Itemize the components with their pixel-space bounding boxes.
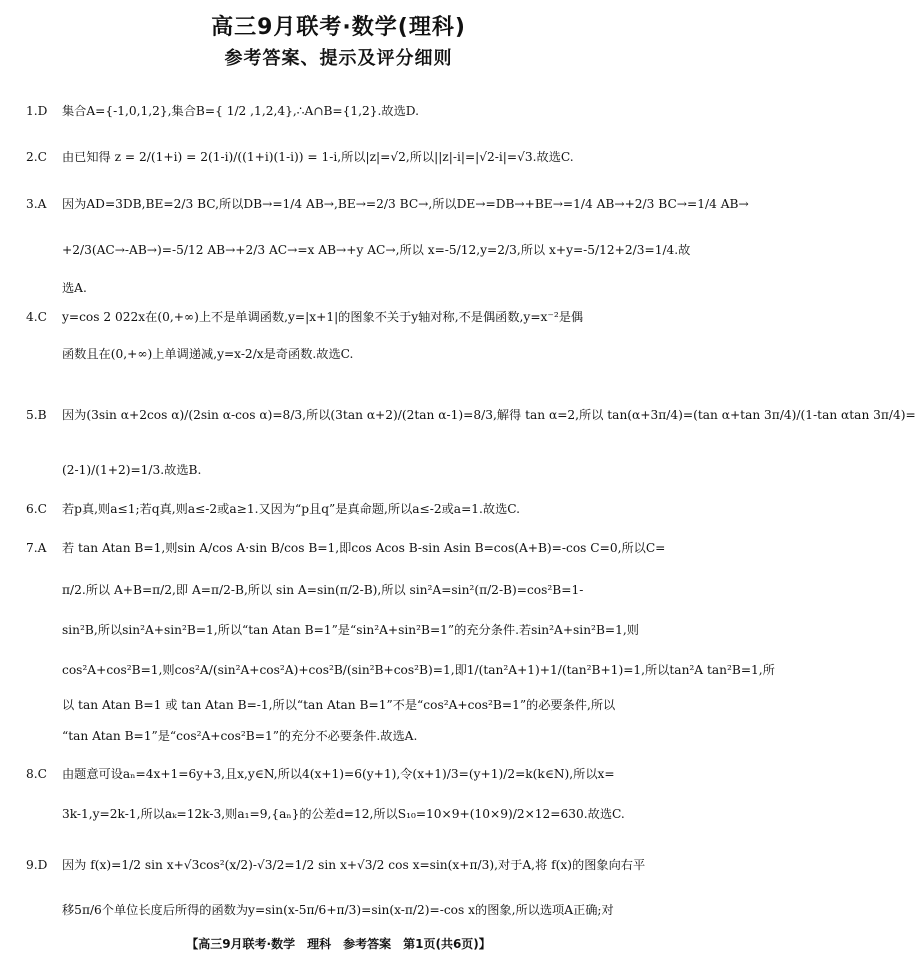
answer-line: 选A. [62, 281, 87, 295]
answer-line: sin²B,所以sin²A+sin²B=1,所以“tan Atan B=1”是“sin²A+sin²B=1”的充分条件.若sin²A+sin²B=1,则 [62, 623, 639, 637]
answer-line: 2.C 由已知得 z = 2/(1+i) = 2(1-i)/((1+i)(1-i)) = 1-i,所以|z|=√2,所以||z|-i|=|√2-i|=√3.故选C. [26, 150, 574, 164]
answer-line: 移5π/6个单位长度后所得的函数为y=sin(x-5π/6+π/3)=sin(x-π/2)=-cos x的图象,所以选项A正确;对 [62, 903, 614, 917]
answer-line: 1.D 集合A={-1,0,1,2},集合B={ 1/2 ,1,2,4},∴A∩B={1,2}.故选D. [26, 104, 419, 118]
answer-line: 8.C 由题意可设aₙ=4x+1=6y+3,且x,y∈N,所以4(x+1)=6(y+1),令(x+1)/3=(y+1)/2=k(k∈N),所以x= [26, 767, 615, 781]
answer-line: +2/3(AC→-AB→)=-5/12 AB→+2/3 AC→=x AB→+y AC→,所以 x=-5/12,y=2/3,所以 x+y=-5/12+2/3=1/4.故 [62, 243, 691, 257]
answer-line: 3.A 因为AD=3DB,BE=2/3 BC,所以DB→=1/4 AB→,BE→=2/3 BC→,所以DE→=DB→+BE→=1/4 AB→+2/3 BC→=1/4 AB→ [26, 197, 749, 211]
page-subtitle: 参考答案、提示及评分细则 [224, 48, 453, 69]
answer-line: 函数且在(0,+∞)上单调递减,y=x-2/x是奇函数.故选C. [62, 347, 354, 361]
answer-line: 以 tan Atan B=1 或 tan Atan B=-1,所以“tan Atan B=1”不是“cos²A+cos²B=1”的必要条件,所以 [62, 698, 616, 712]
page-footer: 【高三9月联考·数学 理科 参考答案 第1页(共6页)】 [186, 937, 491, 951]
answer-line: 5.B 因为(3sin α+2cos α)/(2sin α-cos α)=8/3,所以(3tan α+2)/(2tan α-1)=8/3,解得 tan α=2,所以 tan(α+3π/4)=(tan α+tan 3π/4)/(1-tan αtan 3π/4)= [26, 408, 916, 422]
page-title: 高三9月联考·数学(理科) [211, 15, 466, 40]
answer-line: 9.D 因为 f(x)=1/2 sin x+√3cos²(x/2)-√3/2=1/2 sin x+√3/2 cos x=sin(x+π/3),对于A,将 f(x)的图象向右平 [26, 858, 646, 872]
answer-line: 7.A 若 tan Atan B=1,则sin A/cos A·sin B/cos B=1,即cos Acos B-sin Asin B=cos(A+B)=-cos C=0,所以C= [26, 541, 666, 555]
answer-line: (2-1)/(1+2)=1/3.故选B. [62, 463, 202, 477]
answer-line: cos²A+cos²B=1,则cos²A/(sin²A+cos²A)+cos²B/(sin²B+cos²B)=1,即1/(tan²A+1)+1/(tan²B+1)=1,所以tan²A tan²B=1,所 [62, 663, 775, 677]
answer-line: “tan Atan B=1”是“cos²A+cos²B=1”的充分不必要条件.故选A. [62, 729, 418, 743]
answer-line: 4.C y=cos 2 022x在(0,+∞)上不是单调函数,y=|x+1|的图象不关于y轴对称,不是偶函数,y=x⁻²是偶 [26, 310, 584, 324]
answer-line: 6.C 若p真,则a≤1;若q真,则a≤-2或a≥1.又因为“p且q”是真命题,所以a≤-2或a=1.故选C. [26, 502, 521, 516]
answer-line: 3k-1,y=2k-1,所以aₖ=12k-3,则a₁=9,{aₙ}的公差d=12,所以S₁₀=10×9+(10×9)/2×12=630.故选C. [62, 807, 625, 821]
answer-line: π/2.所以 A+B=π/2,即 A=π/2-B,所以 sin A=sin(π/2-B),所以 sin²A=sin²(π/2-B)=cos²B=1- [62, 583, 584, 597]
